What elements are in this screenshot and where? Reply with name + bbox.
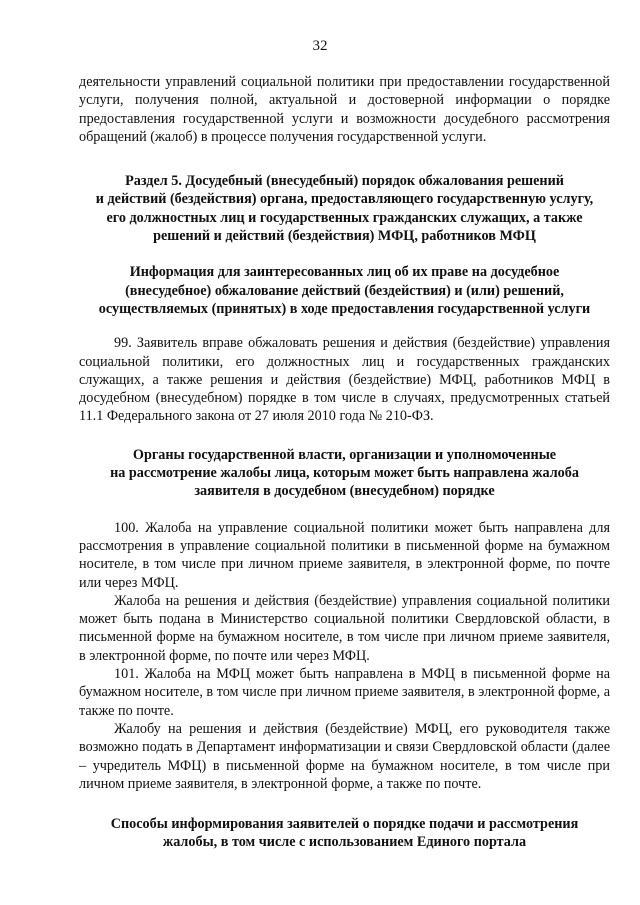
ways-heading-line-2: жалобы, в том числе с использованием Единого портала bbox=[162, 834, 527, 851]
paragraph-101-b: Жалобу на решения и действия (бездействие) МФЦ, его руководителя также возможно подать в Департамент информатизации и связи Свердловской области (далее – учредитель МФЦ) в письменной форме на бумажном носителе, в том числе при личном приеме заявителя, в электронной форме, а также по почте. bbox=[79, 720, 610, 792]
organs-heading-line-1: Органы государственной власти, организации и уполномоченные bbox=[132, 446, 557, 463]
info-heading bbox=[79, 263, 610, 318]
info-heading-line-2: (внесудебное) обжалование действий (бездействия) и (или) решений, bbox=[125, 282, 564, 299]
info-heading-line-3: осуществляемых (принятых) в ходе предоставления государственной услуги bbox=[98, 300, 591, 317]
ways-heading-line-1: Способы информирования заявителей о порядке подачи и рассмотрения bbox=[110, 816, 579, 833]
section-heading-line-1: Раздел 5. Досудебный (внесудебный) порядок обжалования решений bbox=[125, 173, 564, 190]
intro-paragraph: деятельности управлений социальной политики при предоставлении государственной услуги, получения полной, актуальной и достоверной информации о порядке предоставления государственной услуги и возможности досудебного рассмотрения обращений (жалоб) в процессе получения государственной услуги. bbox=[79, 74, 610, 145]
paragraph-100: 100. Жалоба на управление социальной политики может быть направлена для рассмотрения в управление социальной политики в письменной форме на бумажном носителе, в том числе при личном приеме заявителя, в электронной форме, по почте или через МФЦ. bbox=[79, 519, 610, 591]
paragraph-100-b: Жалоба на решения и действия (бездействие) управления социальной политики может быть подана в Министерство социальной политики Свердловской области, в письменной форме на бумажном носителе, в том числе при личном приеме заявителя, в электронной форме, по почте или через МФЦ. bbox=[79, 592, 610, 664]
page-number: 32 bbox=[312, 38, 328, 54]
organs-heading-line-3: заявителя в досудебном (внесудебном) порядке bbox=[194, 483, 495, 500]
ways-heading bbox=[79, 815, 610, 852]
info-heading-line-1: Информация для заинтересованных лиц об их праве на досудебное bbox=[129, 264, 560, 281]
section-heading-line-3: его должностных лиц и государственных гражданских служащих, а также bbox=[106, 209, 583, 226]
section-heading-line-2: и действий (бездействия) органа, предоставляющего государственную услугу, bbox=[95, 191, 594, 208]
paragraph-101: 101. Жалоба на МФЦ может быть направлена в МФЦ в письменной форме на бумажном носителе, в том числе при личном приеме заявителя, в электронной форме, а также по почте. bbox=[79, 666, 610, 719]
section-5-heading bbox=[79, 172, 610, 245]
organs-heading-line-2: на рассмотрение жалобы лица, которым может быть направлена жалоба bbox=[110, 465, 579, 482]
section-heading-line-4: решений и действий (бездействия) МФЦ, работников МФЦ bbox=[153, 228, 536, 245]
paragraph-99: 99. Заявитель вправе обжаловать решения и действия (бездействие) управления социальной политики, его должностных лиц и государственных гражданских служащих, а также решения и действия (бездействие) МФЦ, работников МФЦ в досудебном (внесудебном) порядке в том числе в случаях, предусмотренных статьей 11.1 Федерального закона от 27 июля 2010 года № 210-ФЗ. bbox=[79, 335, 610, 425]
document-body bbox=[79, 73, 610, 852]
organs-heading bbox=[79, 446, 610, 501]
